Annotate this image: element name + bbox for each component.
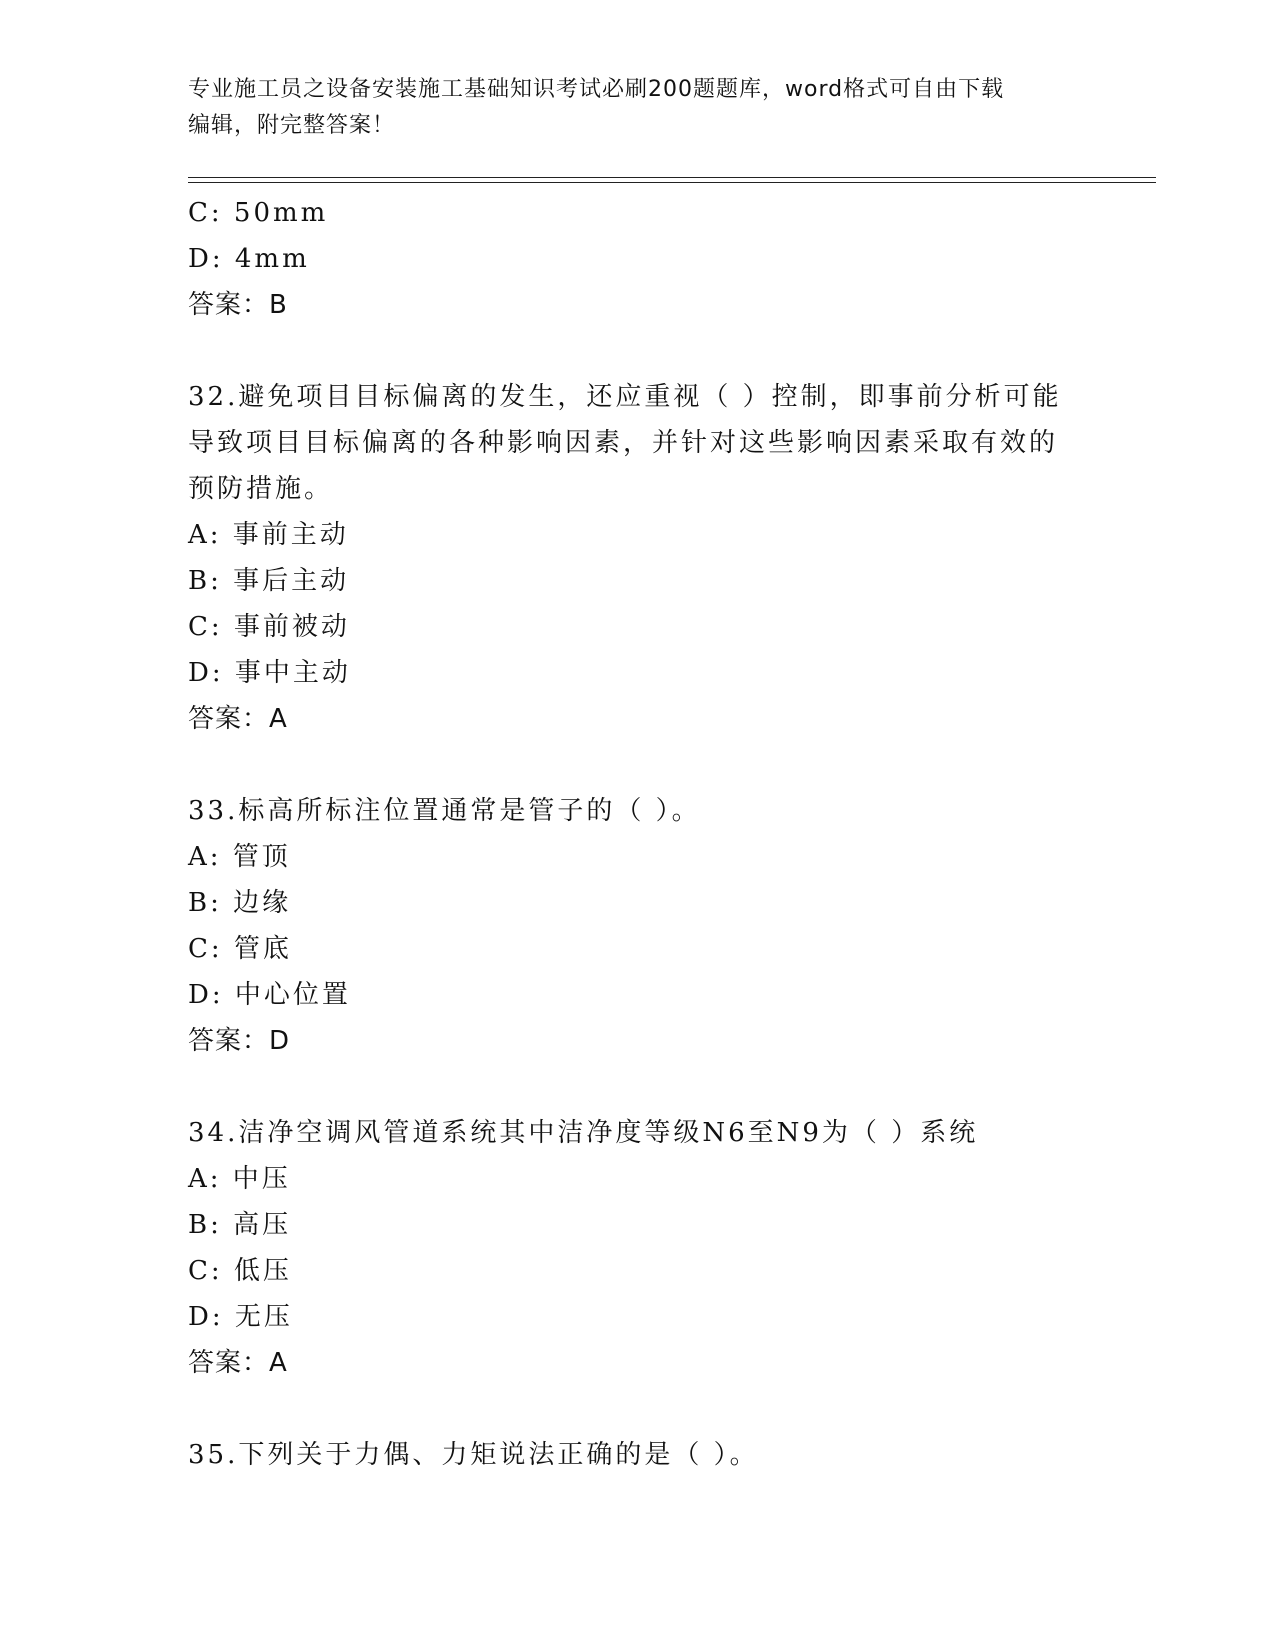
header-title-line-2: 编辑，附完整答案！: [188, 113, 396, 138]
question-list: [188, 190, 1148, 1478]
option-a: A: 管顶: [188, 842, 291, 872]
answer-line: 答案：A: [188, 704, 288, 734]
option-d: D: 无压: [188, 1302, 293, 1332]
question-stem: 33.标高所标注位置通常是管子的（ ）。: [188, 796, 701, 826]
option-c: C: 低压: [188, 1256, 292, 1286]
option-b: B: 边缘: [188, 888, 292, 918]
option-a: A: 事前主动: [188, 520, 349, 550]
option-c: C: 管底: [188, 934, 292, 964]
document-header: [188, 72, 1088, 144]
question-31: [188, 190, 1148, 328]
option-d: D: 事中主动: [188, 658, 351, 688]
question-stem-line: 32.避免项目目标偏离的发生，还应重视（ ）控制，即事前分析可能: [188, 382, 1062, 412]
header-divider-bottom: [188, 182, 1156, 183]
question-32: [188, 374, 1148, 742]
option-c: C: 50mm: [188, 198, 329, 228]
question-35: [188, 1432, 1148, 1478]
answer-line: 答案：D: [188, 1026, 291, 1056]
answer-line: 答案：B: [188, 290, 288, 320]
question-stem-line: 导致项目目标偏离的各种影响因素，并针对这些影响因素采取有效的: [188, 428, 1059, 458]
question-33: [188, 788, 1148, 1064]
question-stem: 35.下列关于力偶、力矩说法正确的是（ ）。: [188, 1440, 759, 1470]
option-b: B: 事后主动: [188, 566, 350, 596]
option-b: B: 高压: [188, 1210, 292, 1240]
question-34: [188, 1110, 1148, 1386]
header-title-line-1: 专业施工员之设备安装施工基础知识考试必刷200题题库，word格式可自由下载: [188, 77, 1005, 102]
question-stem: 34.洁净空调风管道系统其中洁净度等级N6至N9为（ ）系统: [188, 1118, 979, 1148]
option-c: C: 事前被动: [188, 612, 350, 642]
header-divider-top: [188, 177, 1156, 178]
question-stem-line: 预防措施。: [188, 474, 334, 504]
answer-line: 答案：A: [188, 1348, 288, 1378]
option-d: D: 中心位置: [188, 980, 351, 1010]
option-d: D: 4mm: [188, 244, 310, 274]
option-a: A: 中压: [188, 1164, 291, 1194]
